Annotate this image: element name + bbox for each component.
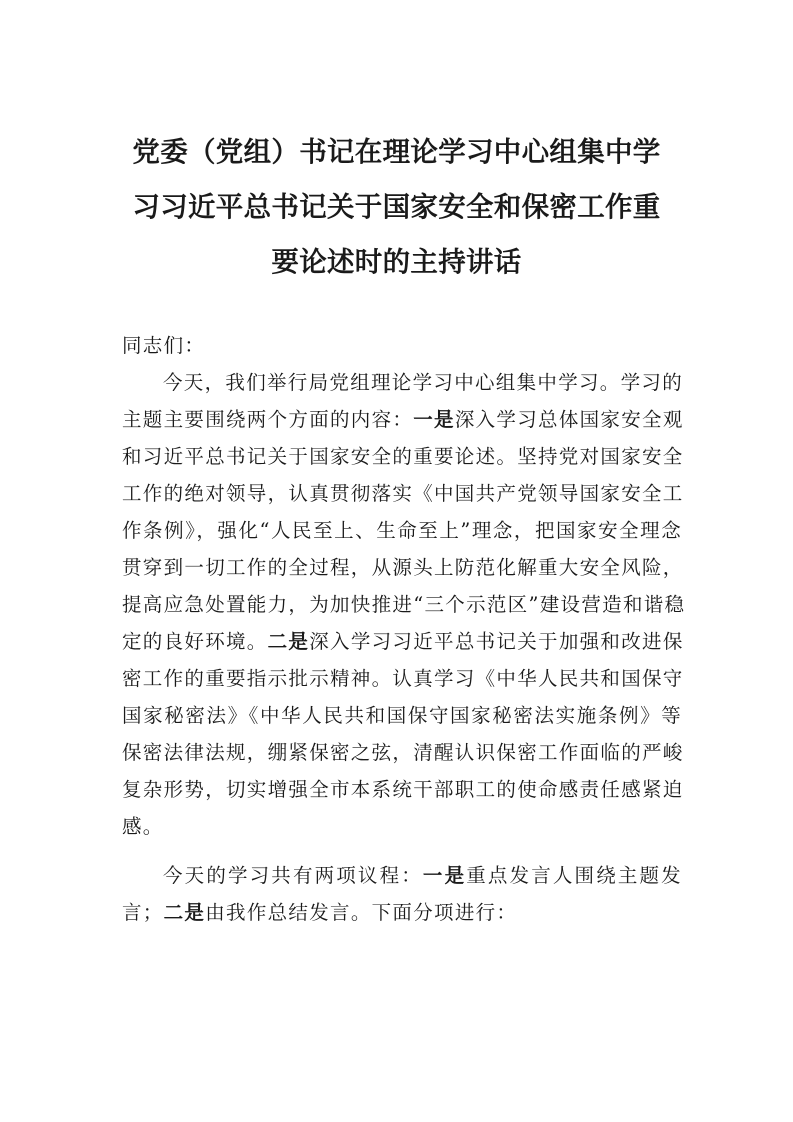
p1-line-8-text-c: 深入学习习近平总书记关于加强和改进保 xyxy=(309,630,684,653)
p2-line-2 xyxy=(122,894,682,931)
agenda-two-label: 二是 xyxy=(163,901,206,924)
p1-line-5: 作条例》，强化“人民至上、生命至上”理念，把国家安全理念 xyxy=(122,519,682,542)
p1-line-9: 密工作的重要指示批示精神。认真学习《中华人民共和国保守 xyxy=(122,667,684,690)
point-one-label: 一是 xyxy=(413,408,455,431)
p1-line-3: 和习近平总书记关于国家安全的重要论述。坚持党对国家安全 xyxy=(122,445,684,468)
p2-line-2-text-c: 由我作总结发言。下面分项进行： xyxy=(205,901,518,924)
p2-line-1-text-c: 重点发言人围绕主题发 xyxy=(466,864,682,887)
p1-line-8 xyxy=(122,623,682,660)
title-line-3: 要论述时的主持讲话 xyxy=(271,246,522,278)
point-two-label: 二是 xyxy=(267,630,310,653)
agenda-one-label: 一是 xyxy=(422,864,467,887)
p1-line-2-text-c: 深入学习总体国家安全观 xyxy=(454,408,684,431)
p1-line-7: 提高应急处置能力，为加快推进“三个示范区”建设营造和谐稳 xyxy=(122,593,686,616)
paragraph-spacer xyxy=(122,845,682,857)
p2-line-2-text-a: 言； xyxy=(122,901,164,924)
p1-line-2-text-a: 主题主要围绕两个方面的内容： xyxy=(122,408,414,431)
p1-line-4: 工作的绝对领导，认真贯彻落实《中国共产党领导国家安全工 xyxy=(122,482,684,505)
p1-line-11: 保密法律法规，绷紧保密之弦，清醒认识保密工作面临的严峻 xyxy=(122,741,684,764)
title-line-1: 党委（党组）书记在理论学习中心组集中学 xyxy=(132,136,661,168)
p1-line-1: 今天，我们举行局党组理论学习中心组集中学习。学习的 xyxy=(163,371,684,394)
salutation: 同志们： xyxy=(122,334,206,357)
p1-line-13: 感。 xyxy=(122,815,164,838)
p2-line-1-text-a: 今天的学习共有两项议程： xyxy=(163,864,423,887)
p1-line-6: 贯穿到一切工作的全过程，从源头上防范化解重大安全风险， xyxy=(122,556,684,579)
document-body xyxy=(122,327,686,931)
paragraph-1 xyxy=(122,364,686,845)
paragraph-2 xyxy=(122,857,682,931)
p1-line-8-text-a: 定的良好环境。 xyxy=(122,630,268,653)
title-line-2: 习习近平总书记关于国家安全和保密工作重 xyxy=(132,191,661,223)
p2-line-1 xyxy=(122,857,682,894)
document-title xyxy=(100,125,693,290)
p1-line-2 xyxy=(122,401,682,438)
p1-line-10: 国家秘密法》《中华人民共和国保守国家秘密法实施条例》等 xyxy=(122,704,682,727)
p1-line-12: 复杂形势，切实增强全市本系统干部职工的使命感责任感紧迫 xyxy=(122,778,684,801)
